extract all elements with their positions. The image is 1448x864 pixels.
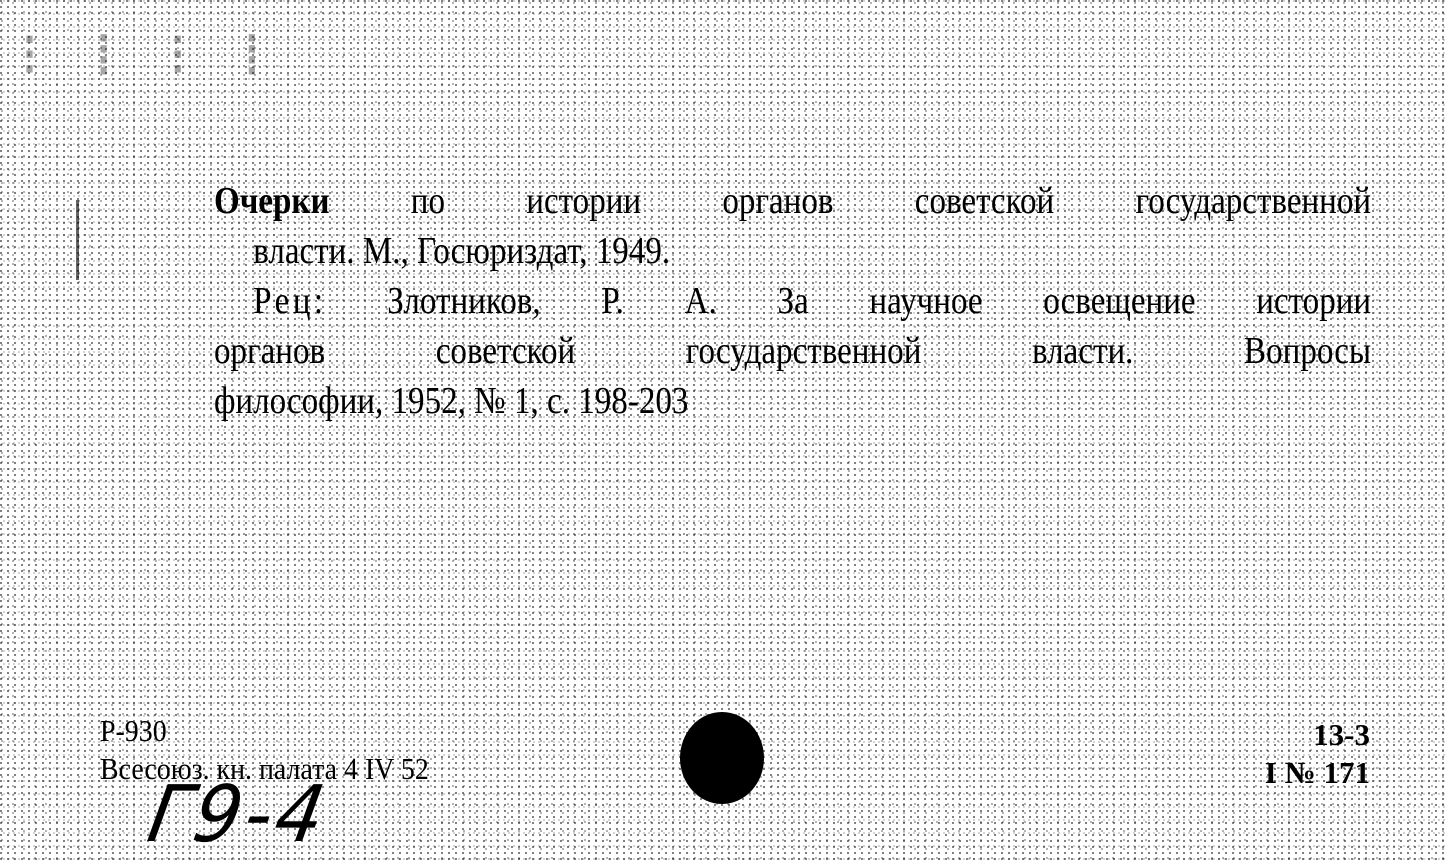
review-author-title: Злотников, Р. А. За научное освещение истории — [387, 280, 1372, 322]
card-footer-right — [1265, 716, 1370, 792]
card-number-top: 13-3 — [1313, 717, 1370, 752]
card-number-bottom: I № 171 — [1264, 755, 1370, 790]
review-label: Рец: — [253, 280, 327, 322]
entry-line-5: философии, 1952, № 1, с. 198-203 — [214, 380, 689, 422]
margin-bracket-mark — [76, 200, 93, 280]
faint-handwritten-mark: ⁝ ⁞ ⁝ ⁞ — [20, 20, 280, 90]
handwritten-shelf-mark: Г9-4 — [141, 770, 336, 860]
entry-title: Очерки — [214, 180, 330, 222]
entry-line-3 — [214, 276, 1371, 326]
card-punch-hole — [680, 712, 764, 804]
book-chamber-stamp: Всесоюз. кн. палата 4 IV 52 — [100, 751, 429, 786]
entry-line-1-rest: по истории органов советской государственной — [410, 180, 1372, 222]
entry-line-1 — [214, 176, 1371, 226]
entry-line-2: власти. М., Госюриздат, 1949. — [253, 230, 671, 272]
entry-line-4: органов советской государственной власти. Вопросы — [214, 330, 1372, 372]
card-code: P-930 — [100, 713, 167, 748]
bibliographic-entry — [214, 176, 1372, 426]
